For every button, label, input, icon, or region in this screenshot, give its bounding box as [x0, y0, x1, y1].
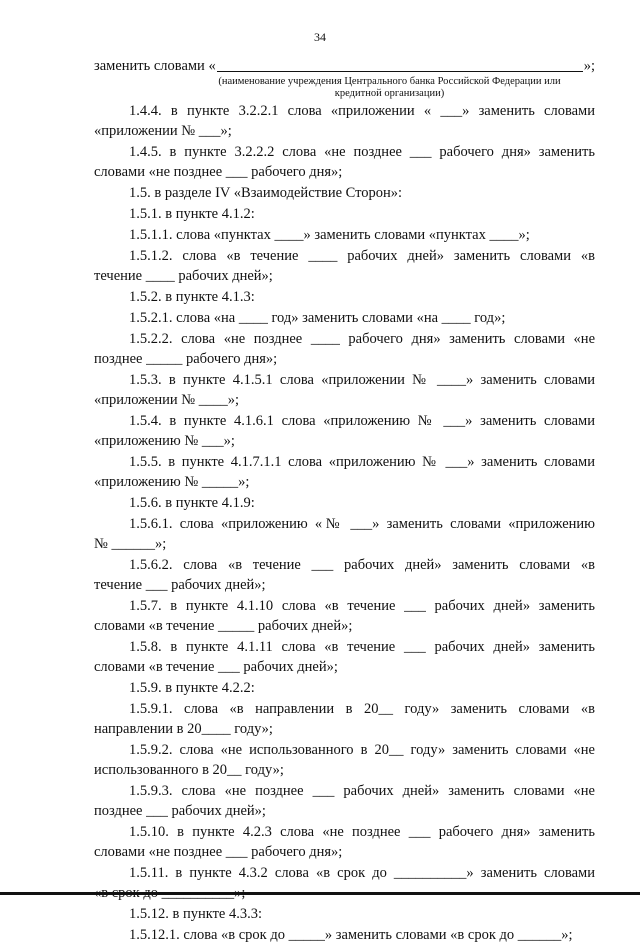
- caption-line-2: кредитной организации): [334, 88, 445, 99]
- paragraph-line: 1.5.2.1. слова «на ____ год» заменить словами «на ____ год»;: [129, 310, 506, 326]
- paragraph: [94, 637, 595, 677]
- paragraph-line: 1.5.4. в пункте 4.1.6.1 слова «приложению № ___» заменить словами: [129, 413, 595, 429]
- paragraph-list: [94, 101, 595, 945]
- paragraph-line: 1.5.6. в пункте 4.1.9:: [129, 495, 255, 511]
- paragraph-line: словами «в течение ___ рабочих дней»;: [94, 659, 338, 675]
- paragraph-line: 1.5.12. в пункте 4.3.3:: [129, 906, 263, 922]
- paragraph-line: направлении в 20____ году»;: [94, 721, 273, 737]
- paragraph: [94, 925, 595, 945]
- paragraph-line: «приложении № ___»;: [94, 123, 232, 139]
- paragraph-line: 1.5.8. в пункте 4.1.11 слова «в течение ___ рабочих дней» заменить: [129, 639, 595, 655]
- paragraph: [94, 863, 595, 903]
- paragraph: [94, 411, 595, 451]
- paragraph: [94, 101, 595, 141]
- paragraph: [94, 329, 595, 369]
- paragraph: [94, 822, 595, 862]
- paragraph: [94, 514, 595, 554]
- paragraph-line: 1.5.1. в пункте 4.1.2:: [129, 206, 255, 222]
- paragraph-line: словами «не позднее ___ рабочего дня»;: [94, 844, 343, 860]
- paragraph-line: 1.5.11. в пункте 4.3.2 слова «в срок до __________» заменить словами: [129, 865, 595, 881]
- paragraph-line: словами «в течение _____ рабочих дней»;: [94, 618, 353, 634]
- intro-caption: [194, 76, 585, 100]
- paragraph-line: 1.5.9. в пункте 4.2.2:: [129, 680, 255, 696]
- document-body: [94, 56, 595, 945]
- paragraph: [94, 555, 595, 595]
- paragraph-line: словами «не позднее ___ рабочего дня»;: [94, 164, 343, 180]
- page-number: 34: [314, 30, 326, 44]
- paragraph: [94, 596, 595, 636]
- paragraph-line: 1.5.6.2. слова «в течение ___ рабочих дней» заменить словами «в: [129, 557, 595, 573]
- paragraph: [94, 904, 595, 924]
- paragraph-line: 1.5.9.3. слова «не позднее ___ рабочих дней» заменить словами «не: [129, 783, 595, 799]
- paragraph: [94, 678, 595, 698]
- paragraph-line: позднее ___ рабочих дней»;: [94, 803, 266, 819]
- paragraph: [94, 225, 595, 245]
- paragraph-line: 1.5.1.1. слова «пунктах ____» заменить словами «пунктах ____»;: [129, 227, 530, 243]
- paragraph: [94, 699, 595, 739]
- paragraph-line: 1.5.6.1. слова «приложению «№ ___» заменить словами «приложению: [129, 516, 595, 532]
- paragraph-line: «приложении № ____»;: [94, 392, 240, 408]
- paragraph-line: 1.5.9.2. слова «не использованного в 20__ году» заменить словами «не: [129, 742, 595, 758]
- paragraph-line: течение ____ рабочих дней»;: [94, 268, 273, 284]
- paragraph-line: позднее _____ рабочего дня»;: [94, 351, 278, 367]
- paragraph-line: 1.5.1.2. слова «в течение ____ рабочих дней» заменить словами «в: [129, 248, 595, 264]
- paragraph-line: «приложению № _____»;: [94, 474, 250, 490]
- paragraph: [94, 493, 595, 513]
- paragraph-line: 1.5.5. в пункте 4.1.7.1.1 слова «приложению № ___» заменить словами: [129, 454, 595, 470]
- paragraph: [94, 452, 595, 492]
- paragraph: [94, 740, 595, 780]
- bottom-rule: [0, 892, 640, 895]
- paragraph-line: 1.5.9.1. слова «в направлении в 20__ году» заменить словами «в: [129, 701, 595, 717]
- paragraph-line: 1.4.5. в пункте 3.2.2.2 слова «не позднее ___ рабочего дня» заменить: [129, 144, 595, 160]
- paragraph-line: 1.5.10. в пункте 4.2.3 слова «не позднее ___ рабочего дня» заменить: [129, 824, 595, 840]
- intro-suffix: »;: [583, 58, 595, 74]
- paragraph: [94, 370, 595, 410]
- paragraph: [94, 246, 595, 286]
- paragraph: [94, 142, 595, 182]
- paragraph-line: использованного в 20__ году»;: [94, 762, 284, 778]
- intro-blank-line: [217, 56, 583, 72]
- paragraph-line: «в срок до __________»;: [94, 885, 246, 901]
- paragraph-line: 1.5.2. в пункте 4.1.3:: [129, 289, 255, 305]
- paragraph: [94, 183, 595, 203]
- paragraph-line: № ______»;: [94, 536, 167, 552]
- paragraph-line: 1.4.4. в пункте 3.2.2.1 слова «приложении « ___» заменить словами: [129, 103, 595, 119]
- paragraph-line: 1.5.3. в пункте 4.1.5.1 слова «приложении № ____» заменить словами: [129, 372, 595, 388]
- paragraph-line: 1.5.12.1. слова «в срок до _____» заменить словами «в срок до ______»;: [129, 927, 573, 943]
- paragraph: [94, 287, 595, 307]
- paragraph-line: 1.5.2.2. слова «не позднее ____ рабочего дня» заменить словами «не: [129, 331, 595, 347]
- paragraph: [94, 204, 595, 224]
- paragraph: [94, 308, 595, 328]
- caption-line-1: (наименование учреждения Центрального банка Российской Федерации или: [218, 76, 561, 87]
- intro-prefix: заменить словами «: [94, 58, 216, 74]
- paragraph-line: «приложению № ___»;: [94, 433, 235, 449]
- paragraph-line: 1.5. в разделе IV «Взаимодействие Сторон»:: [129, 185, 403, 201]
- paragraph: [94, 781, 595, 821]
- intro-line: [94, 56, 595, 76]
- paragraph-line: течение ___ рабочих дней»;: [94, 577, 266, 593]
- paragraph-line: 1.5.7. в пункте 4.1.10 слова «в течение ___ рабочих дней» заменить: [129, 598, 595, 614]
